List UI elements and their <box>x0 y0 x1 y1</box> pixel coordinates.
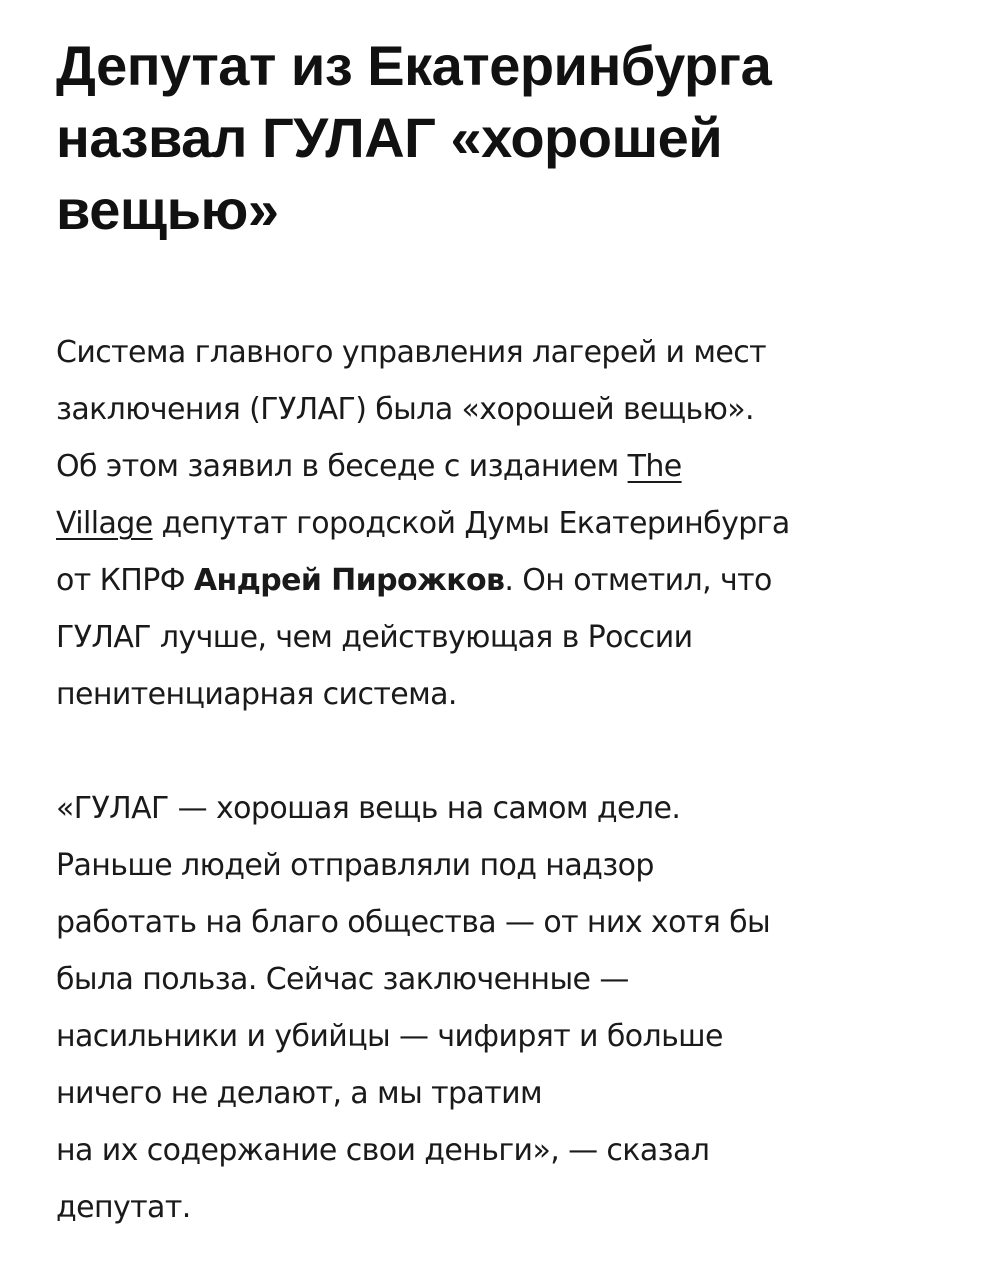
paragraph-line: пенитенциарная система. <box>56 677 457 712</box>
paragraph-line <box>56 438 956 495</box>
paragraph-text: от КПРФ <box>56 563 194 598</box>
paragraph-line: Система главного управления лагерей и мест <box>56 335 767 370</box>
quote-line: работать на благо общества — от них хотя бы <box>56 905 771 940</box>
deputy-name: Андрей Пирожков <box>193 563 505 598</box>
paragraph-line: ГУЛАГ лучше, чем действующая в России <box>56 620 693 655</box>
quote-line: депутат. <box>56 1190 191 1225</box>
paragraph-line <box>56 495 956 552</box>
quote-line: Раньше людей отправляли под надзор <box>56 848 654 883</box>
paragraph-text: . Он отметил, что <box>504 563 772 598</box>
quote-line: «ГУЛАГ — хорошая вещь на самом деле. <box>56 791 681 826</box>
quote-line: ничего не делают, а мы тратим <box>56 1076 542 1111</box>
headline-line: вещью» <box>56 178 279 241</box>
paragraph-line <box>56 552 956 609</box>
paragraph-text: Об этом заявил в беседе с изданием <box>56 449 628 484</box>
the-village-link-part1[interactable]: The <box>627 449 682 484</box>
headline-line: Депутат из Екатеринбурга <box>56 34 772 97</box>
headline-line: назвал ГУЛАГ «хорошей <box>56 106 723 169</box>
quote-line: на их содержание свои деньги», — сказал <box>56 1133 710 1168</box>
article-paragraph-quote <box>56 780 956 1236</box>
quote-line: была польза. Сейчас заключенные — <box>56 962 629 997</box>
the-village-link-part2[interactable]: Village <box>56 506 153 541</box>
article-paragraph-intro <box>56 324 956 723</box>
paragraph-line: заключения (ГУЛАГ) была «хорошей вещью». <box>56 392 754 427</box>
paragraph-text: депутат городской Думы Екатеринбурга <box>152 506 790 541</box>
article-headline <box>56 30 956 246</box>
article <box>56 30 956 1236</box>
quote-line: насильники и убийцы — чифирят и больше <box>56 1019 723 1054</box>
